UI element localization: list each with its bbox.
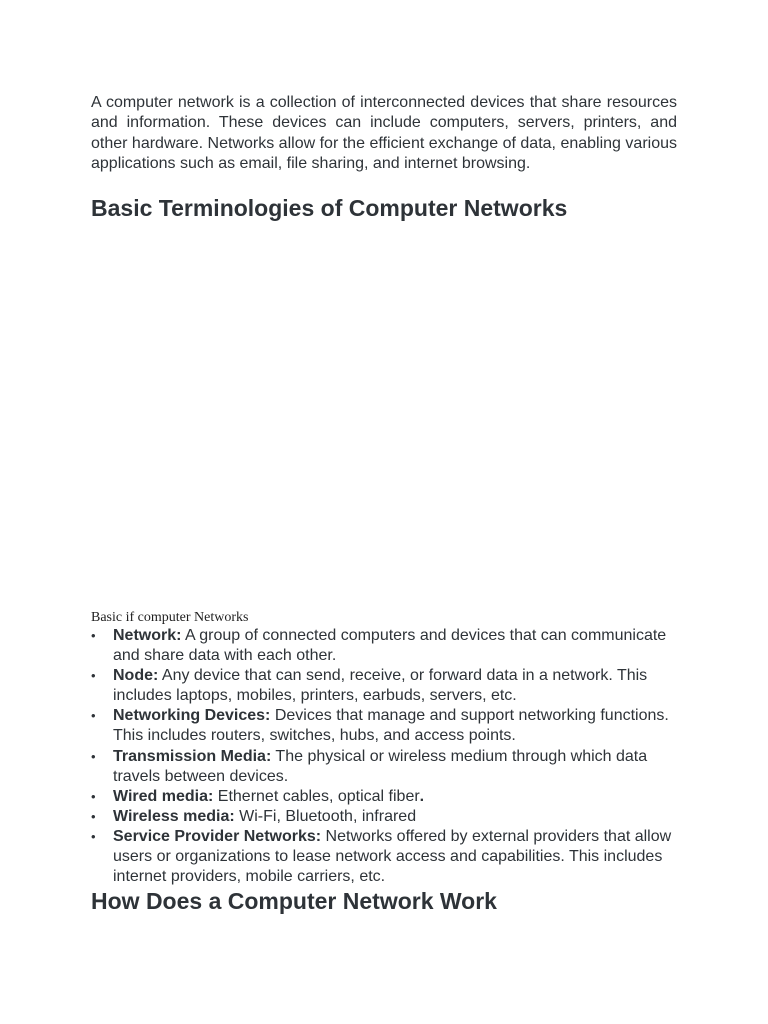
heading-basic-terminologies: Basic Terminologies of Computer Networks [91, 195, 568, 221]
term-label: Transmission Media: [113, 747, 272, 765]
bullet-icon: • [91, 788, 96, 804]
list-item-networking-devices [91, 706, 677, 746]
bullet-icon: • [91, 748, 96, 764]
bullet-icon: • [91, 828, 96, 844]
term-label: Wireless media: [113, 807, 235, 825]
term-description: Any device that can send, receive, or forward data in a network. This includes laptops, mobiles, printers, earbuds, servers, etc. [113, 667, 648, 705]
bullet-icon: • [91, 808, 96, 824]
heading-how-network-works: How Does a Computer Network Work [91, 888, 497, 914]
term-suffix: . [419, 787, 425, 805]
term-label: Node: [113, 667, 159, 685]
bullet-icon: • [91, 628, 96, 643]
term-label: Network: [113, 627, 182, 644]
term-description: Devices that manage and support networking functions. This includes routers, switches, hubs, and access points. [113, 707, 669, 745]
list-item-service-provider-networks [91, 827, 677, 887]
bullet-icon: • [91, 668, 96, 684]
term-description: A group of connected computers and devices that can communicate and share data with each other. [113, 627, 667, 665]
list-item-node [91, 666, 677, 706]
intro-paragraph: A computer network is a collection of interconnected devices that share resources and information. These devices can include computers, servers, printers, and other hardware. Networks allow for the efficient exchange of data, enabling various applications such as email, file sharing, and internet browsing. [91, 94, 677, 172]
term-description: Wi-Fi, Bluetooth, infrared [234, 807, 417, 825]
term-label: Service Provider Networks: [113, 827, 322, 845]
list-item-wired-media [91, 787, 677, 807]
terminology-list [91, 626, 677, 887]
bullet-icon: • [91, 708, 96, 724]
list-item-wireless-media [91, 807, 677, 827]
term-description: Networks offered by external providers that allow users or organizations to lease network access and capabilities. This includes internet providers, mobile carriers, etc. [113, 827, 672, 886]
term-description: The physical or wireless medium through which data travels between devices. [113, 747, 648, 785]
list-item-transmission-media [91, 747, 677, 787]
list-item-network [91, 626, 677, 666]
figure-caption: Basic if computer Networks [91, 610, 249, 625]
term-label: Networking Devices: [113, 707, 271, 725]
term-description: Ethernet cables, optical fiber [213, 787, 420, 805]
term-label: Wired media: [113, 787, 214, 805]
figure-placeholder [91, 228, 677, 604]
